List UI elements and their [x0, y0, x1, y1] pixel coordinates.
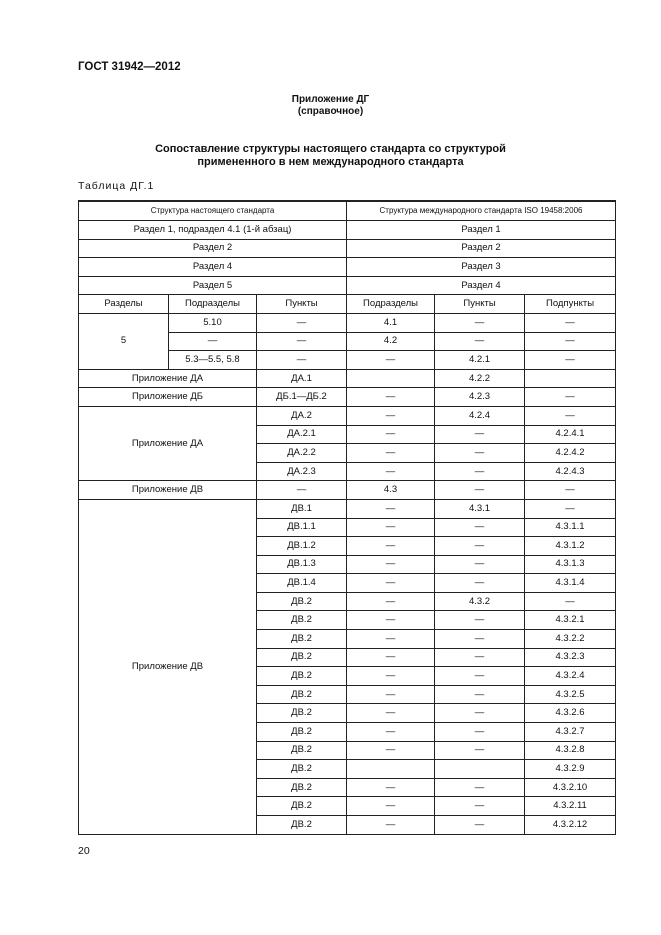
table-cell: ДВ.1.1 [257, 518, 347, 537]
table-cell: — [525, 332, 616, 351]
section-row [79, 239, 616, 258]
table-cell: 4.2.4.1 [525, 425, 616, 444]
table-cell [435, 760, 525, 779]
table-cell: 4.3.2.6 [525, 704, 616, 723]
table-cell: — [347, 444, 435, 463]
table-cell: ДВ.2 [257, 667, 347, 686]
table-cell: — [525, 499, 616, 518]
sub-header-cell: Подразделы [169, 295, 257, 314]
table-header-row [79, 201, 616, 221]
table-cell: — [347, 592, 435, 611]
table-cell: — [347, 406, 435, 425]
section-national: Раздел 5 [79, 276, 347, 295]
table-cell: ДВ.2 [257, 685, 347, 704]
table-cell: — [347, 797, 435, 816]
table-cell: ДВ.1.4 [257, 574, 347, 593]
table-cell: 4.3.2.8 [525, 741, 616, 760]
section-national: Раздел 4 [79, 258, 347, 277]
section-row [79, 258, 616, 277]
table-cell [347, 760, 435, 779]
table-cell: ДВ.2 [257, 704, 347, 723]
table-row [79, 481, 616, 500]
table-cell: — [525, 592, 616, 611]
table-cell: — [435, 723, 525, 742]
table-cell: — [525, 313, 616, 332]
sub-header-cell: Пункты [257, 295, 347, 314]
heading-line-1: Сопоставление структуры настоящего стандарта со структурой [155, 143, 506, 155]
table-cell: — [435, 574, 525, 593]
table-cell: — [347, 704, 435, 723]
annex-title: Приложение ДГ [291, 94, 370, 105]
table-cell: — [347, 741, 435, 760]
table-cell: — [525, 406, 616, 425]
table-cell: 4.2.4 [435, 406, 525, 425]
sub-header-cell: Подпункты [525, 295, 616, 314]
annex-note: (справочное) [297, 106, 364, 117]
table-cell: ДВ.2 [257, 816, 347, 835]
table-cell: — [435, 555, 525, 574]
table-cell: 4.2.2 [435, 369, 525, 388]
table-cell: 4.3.2.10 [525, 778, 616, 797]
table-cell: — [435, 462, 525, 481]
table-cell: — [435, 741, 525, 760]
section-national: Раздел 1, подраздел 4.1 (1-й абзац) [79, 221, 347, 240]
table-cell: — [347, 499, 435, 518]
table-cell: — [347, 555, 435, 574]
table-cell: — [347, 574, 435, 593]
table-cell: ДВ.2 [257, 592, 347, 611]
table-cell: — [435, 313, 525, 332]
table-cell: — [435, 685, 525, 704]
table-row [79, 313, 616, 332]
page-number: 20 [78, 845, 90, 857]
heading-line-2: примененного в нем международного стандарта [197, 156, 464, 168]
sub-header-row [79, 295, 616, 314]
table-cell: — [347, 425, 435, 444]
table-cell: — [435, 518, 525, 537]
table-row [79, 406, 616, 425]
table-cell: 4.3.1.3 [525, 555, 616, 574]
table-cell: ДВ.2 [257, 630, 347, 649]
table-caption: Таблица ДГ.1 [78, 180, 155, 192]
table-cell: ДБ.1—ДБ.2 [257, 388, 347, 407]
table-cell: ДА.2 [257, 406, 347, 425]
table-cell: — [257, 481, 347, 500]
table-cell: — [435, 537, 525, 556]
table-cell: 5.3—5.5, 5.8 [169, 351, 257, 370]
table-cell: — [435, 481, 525, 500]
sub-header-cell: Разделы [79, 295, 169, 314]
comparison-table [78, 200, 616, 835]
table-cell [347, 369, 435, 388]
table-cell: — [525, 388, 616, 407]
table-cell: 4.2.3 [435, 388, 525, 407]
table-cell: — [347, 537, 435, 556]
table-cell: 4.3.2.3 [525, 648, 616, 667]
table-row [79, 499, 616, 518]
table-cell: — [435, 630, 525, 649]
table-cell: — [435, 425, 525, 444]
table-cell: ДВ.1.2 [257, 537, 347, 556]
table-cell: — [347, 816, 435, 835]
table-cell: — [435, 332, 525, 351]
table-cell: — [525, 481, 616, 500]
sub-header-cell: Пункты [435, 295, 525, 314]
table-cell: 4.3.2.2 [525, 630, 616, 649]
table-cell: — [347, 723, 435, 742]
table-cell: 5.10 [169, 313, 257, 332]
table-cell: 4.3 [347, 481, 435, 500]
table-cell: — [347, 518, 435, 537]
table-cell: ДВ.1 [257, 499, 347, 518]
table-cell: 4.3.2.7 [525, 723, 616, 742]
table-cell: — [347, 778, 435, 797]
table-cell: ДВ.2 [257, 741, 347, 760]
table-cell: — [435, 611, 525, 630]
table-cell: 4.2.4.3 [525, 462, 616, 481]
table-cell: 4.2.4.2 [525, 444, 616, 463]
table-cell: — [435, 648, 525, 667]
table-cell: ДВ.2 [257, 723, 347, 742]
table-cell: 4.1 [347, 313, 435, 332]
block-label: 5 [79, 313, 169, 369]
table-cell: — [435, 667, 525, 686]
annex-label: Приложение ДА [79, 406, 257, 480]
table-cell: ДА.2.1 [257, 425, 347, 444]
table-cell: — [347, 648, 435, 667]
table-cell: — [525, 351, 616, 370]
table-cell [525, 369, 616, 388]
table-cell: 4.3.2.4 [525, 667, 616, 686]
section-international: Раздел 2 [347, 239, 616, 258]
table-cell: — [347, 630, 435, 649]
annex-label: Приложение ДВ [79, 481, 257, 500]
section-international: Раздел 1 [347, 221, 616, 240]
annex-label: Приложение ДВ [79, 499, 257, 834]
table-cell: — [435, 704, 525, 723]
table-cell: 4.3.2.12 [525, 816, 616, 835]
table-cell: ДА.1 [257, 369, 347, 388]
section-international: Раздел 4 [347, 276, 616, 295]
table-cell: ДВ.1.3 [257, 555, 347, 574]
col-header-national: Структура настоящего стандарта [79, 201, 347, 221]
table-cell: ДВ.2 [257, 760, 347, 779]
table-cell: — [347, 685, 435, 704]
table-cell: ДВ.2 [257, 648, 347, 667]
table-cell: ДВ.2 [257, 797, 347, 816]
table-cell: — [347, 462, 435, 481]
sub-header-cell: Подразделы [347, 295, 435, 314]
table-cell: ДВ.2 [257, 778, 347, 797]
table-cell: — [435, 816, 525, 835]
section-national: Раздел 2 [79, 239, 347, 258]
table-cell: ДА.2.3 [257, 462, 347, 481]
table-cell: 4.2.1 [435, 351, 525, 370]
table-cell: — [347, 388, 435, 407]
table-cell: — [435, 797, 525, 816]
table-cell: — [257, 351, 347, 370]
table-cell: 4.3.1.2 [525, 537, 616, 556]
table-cell: ДВ.2 [257, 611, 347, 630]
table-cell: 4.3.2.5 [525, 685, 616, 704]
section-row [79, 276, 616, 295]
table-cell: — [435, 444, 525, 463]
table-cell: 4.3.2.9 [525, 760, 616, 779]
col-header-international: Структура международного стандарта ISO 19458:2006 [347, 201, 616, 221]
table-row [79, 369, 616, 388]
table-cell: 4.3.1 [435, 499, 525, 518]
table-cell: — [347, 351, 435, 370]
table-cell: 4.2 [347, 332, 435, 351]
table-row [79, 388, 616, 407]
table-cell: — [169, 332, 257, 351]
table-cell: 4.3.1.1 [525, 518, 616, 537]
standard-number: ГОСТ 31942—2012 [78, 61, 181, 73]
table-cell: — [435, 778, 525, 797]
table-cell: — [257, 313, 347, 332]
table-cell: 4.3.2.11 [525, 797, 616, 816]
table-cell: — [257, 332, 347, 351]
table-cell: ДА.2.2 [257, 444, 347, 463]
table-cell: 4.3.2 [435, 592, 525, 611]
section-row [79, 221, 616, 240]
table-cell: 4.3.2.1 [525, 611, 616, 630]
section-international: Раздел 3 [347, 258, 616, 277]
table-cell: 4.3.1.4 [525, 574, 616, 593]
table-cell: — [347, 611, 435, 630]
annex-label: Приложение ДБ [79, 388, 257, 407]
annex-label: Приложение ДА [79, 369, 257, 388]
table-cell: — [347, 667, 435, 686]
